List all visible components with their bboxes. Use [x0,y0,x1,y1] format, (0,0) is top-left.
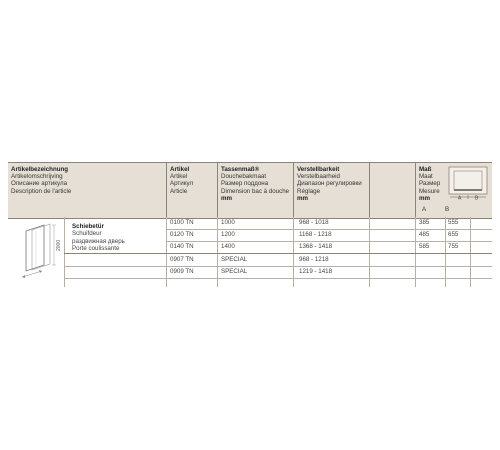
header-dimensions: Maß Maat Размер Mesure mm [419,166,441,202]
table-row: 0907 TN SPECIAL 968 - 1218 [64,253,492,267]
sliding-door-illustration [16,221,64,281]
table-row: 0909 TN SPECIAL 1219 - 1418 [64,266,492,279]
height-label: 2000 [56,239,62,251]
table-row: 0140 TN 1400 1368 - 1418 585 755 [166,241,492,254]
table-header [8,162,492,219]
tray-diagram-icon [448,166,488,202]
table-row: 0120 TN 1200 1168 - 1218 485 655 [166,229,492,242]
header-article: Artikel Artikel Артикул Article [170,166,194,195]
dim-col-a-label: A [422,206,427,213]
table-row: 0100 TN 1000 968 - 1018 385 555 [166,217,492,230]
dim-col-b-label: B [445,206,450,213]
diagram-label-b: B [475,195,479,202]
product-description: Schiebetür Schuifdeur раздвижная дверь Porte coulissante [72,223,125,253]
product-table [8,162,492,287]
diagram-label-a: A [458,195,462,202]
header-designation: Artikelbezeichnung Artikelomschrijving Описание артикула Description de l'article [11,166,72,195]
header-tray-size: Tassenmaß® Douchebakmaat Размер поддона Dimension bac à douche mm [221,166,290,202]
header-adjustability: Verstellbarkeit Verstelbaarheid Диапазон регулировки Réglage mm [297,166,362,202]
table-body [8,217,492,287]
